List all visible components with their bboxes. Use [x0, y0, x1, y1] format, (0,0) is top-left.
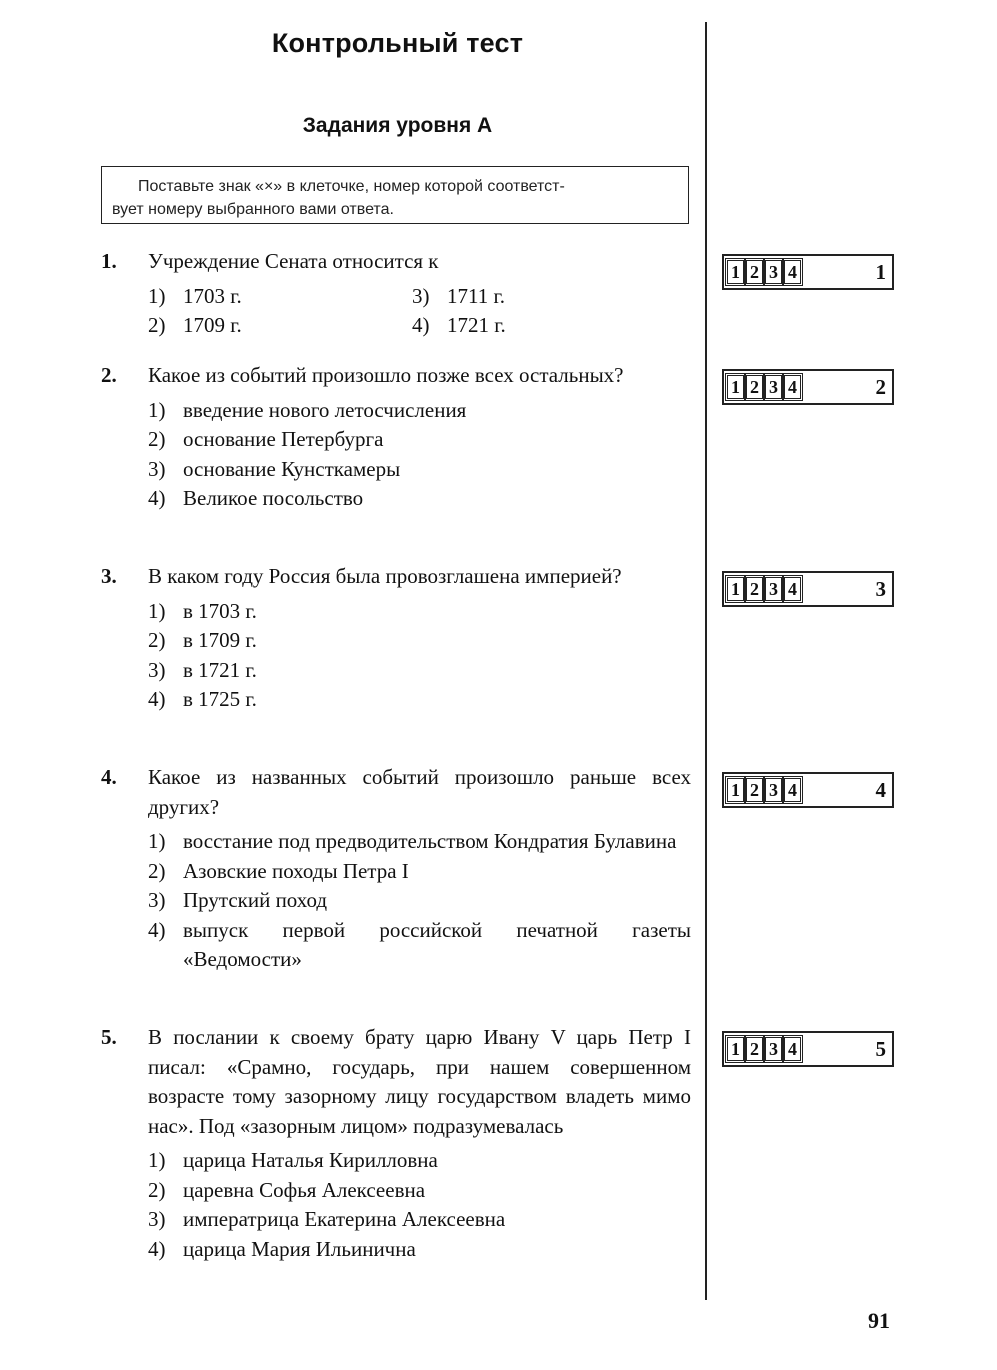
column-divider	[705, 22, 707, 1300]
answer-cell-3[interactable]: 3	[765, 577, 782, 601]
page-title: Контрольный тест	[271, 28, 524, 58]
option-2: 2) основание Петербурга	[148, 427, 384, 451]
answer-cell-2[interactable]: 2	[746, 1037, 763, 1061]
answer-box-4	[722, 772, 894, 808]
option-3: 3) Прутский поход	[148, 888, 328, 912]
answer-box-question-number: 4	[875, 777, 886, 802]
answer-box-1	[722, 254, 894, 290]
option-2: 2) 1709 г.	[148, 313, 242, 337]
question-1	[101, 247, 691, 341]
answer-cell-2[interactable]: 2	[746, 375, 763, 399]
option-3: 3) в 1721 г.	[148, 657, 257, 682]
option-3: 3) императрица Екатерина Алексеевна	[148, 1207, 506, 1231]
option-1: 1) в 1703 г.	[148, 598, 257, 623]
answer-cell-2[interactable]: 2	[746, 577, 763, 601]
option-1: 1) царица Наталья Кирилловна	[148, 1148, 438, 1172]
instruction-line-1: Поставьте знак «×» в клеточке, номер которой соответст-	[138, 178, 565, 195]
answer-cell-4[interactable]: 4	[784, 1037, 801, 1061]
section-title: Задания уровня А	[302, 114, 493, 137]
question-number: 1.	[101, 249, 117, 273]
question-number: 5.	[101, 1025, 117, 1049]
answer-cell-4[interactable]: 4	[784, 577, 801, 601]
question-stem: Какое из названных событий произошло раньше всех других?	[148, 765, 691, 819]
option-2: 2) Азовские походы Петра I	[148, 858, 409, 883]
question-2	[101, 361, 691, 514]
instruction-box	[101, 166, 689, 224]
answer-cell-4[interactable]: 4	[784, 375, 801, 399]
instruction-line-2: вует номеру выбранного вами ответа.	[112, 201, 394, 218]
option-4: 4) в 1725 г.	[148, 687, 257, 711]
answer-box-question-number: 5	[875, 1036, 886, 1061]
options-list	[148, 396, 691, 514]
question-stem: Учреждение Сената относится к	[148, 249, 439, 273]
answer-box-question-number: 1	[875, 259, 886, 284]
question-number: 2.	[101, 363, 117, 387]
question-stem: В каком году Россия была провозглашена империей?	[148, 564, 622, 588]
option-2: 2) царевна Софья Алексеевна	[148, 1177, 426, 1202]
answer-cell-3[interactable]: 3	[765, 1037, 782, 1061]
page-number: 91	[868, 1308, 890, 1333]
options-list	[148, 282, 691, 341]
options-list	[148, 1146, 691, 1264]
option-1: 1) восстание под предводительством Кондратия Булавина	[148, 829, 677, 853]
answer-box-5	[722, 1031, 894, 1067]
answer-cell-3[interactable]: 3	[765, 375, 782, 399]
option-1: 1) 1703 г.	[148, 283, 242, 308]
question-number: 3.	[101, 564, 117, 588]
answer-box-2	[722, 369, 894, 405]
answer-cell-2[interactable]: 2	[746, 260, 763, 284]
answer-cell-1[interactable]: 1	[727, 260, 744, 284]
options-list	[148, 827, 691, 975]
answer-cell-1[interactable]: 1	[727, 778, 744, 802]
answer-cell-4[interactable]: 4	[784, 778, 801, 802]
answer-cell-3[interactable]: 3	[765, 778, 782, 802]
options-list	[148, 597, 691, 715]
option-3: 3) 1711 г.	[412, 283, 505, 308]
answer-box-question-number: 3	[875, 576, 886, 601]
answer-cell-4[interactable]: 4	[784, 260, 801, 284]
option-3: 3) основание Кунсткамеры	[148, 456, 401, 481]
answer-cell-2[interactable]: 2	[746, 778, 763, 802]
option-4: 4) Великое посольство	[148, 486, 364, 510]
question-3	[101, 562, 691, 715]
answer-cell-1[interactable]: 1	[727, 1037, 744, 1061]
question-stem: В послании к своему брату царю Ивану V царь Петр I писал: «Срамно, государь, при нашем совершенном возрасте тому зазорному лицу государством владеть мимо нас». Под «зазорным лицом» подразумевалась	[148, 1025, 691, 1138]
option-4: 4) выпуск первой российской печатной газеты «Ведомости»	[148, 917, 691, 971]
question-stem: Какое из событий произошло позже всех остальных?	[148, 363, 624, 387]
answer-cell-3[interactable]: 3	[765, 260, 782, 284]
option-1: 1) введение нового летосчисления	[148, 397, 467, 422]
answer-cell-1[interactable]: 1	[727, 577, 744, 601]
option-4: 4) 1721 г.	[412, 313, 506, 337]
option-2: 2) в 1709 г.	[148, 628, 257, 652]
question-number: 4.	[101, 765, 117, 789]
answer-cell-1[interactable]: 1	[727, 375, 744, 399]
question-4	[101, 763, 691, 975]
answer-box-question-number: 2	[875, 374, 886, 399]
option-4: 4) царица Мария Ильинична	[148, 1236, 416, 1261]
answer-box-3	[722, 571, 894, 607]
question-5	[101, 1023, 691, 1264]
